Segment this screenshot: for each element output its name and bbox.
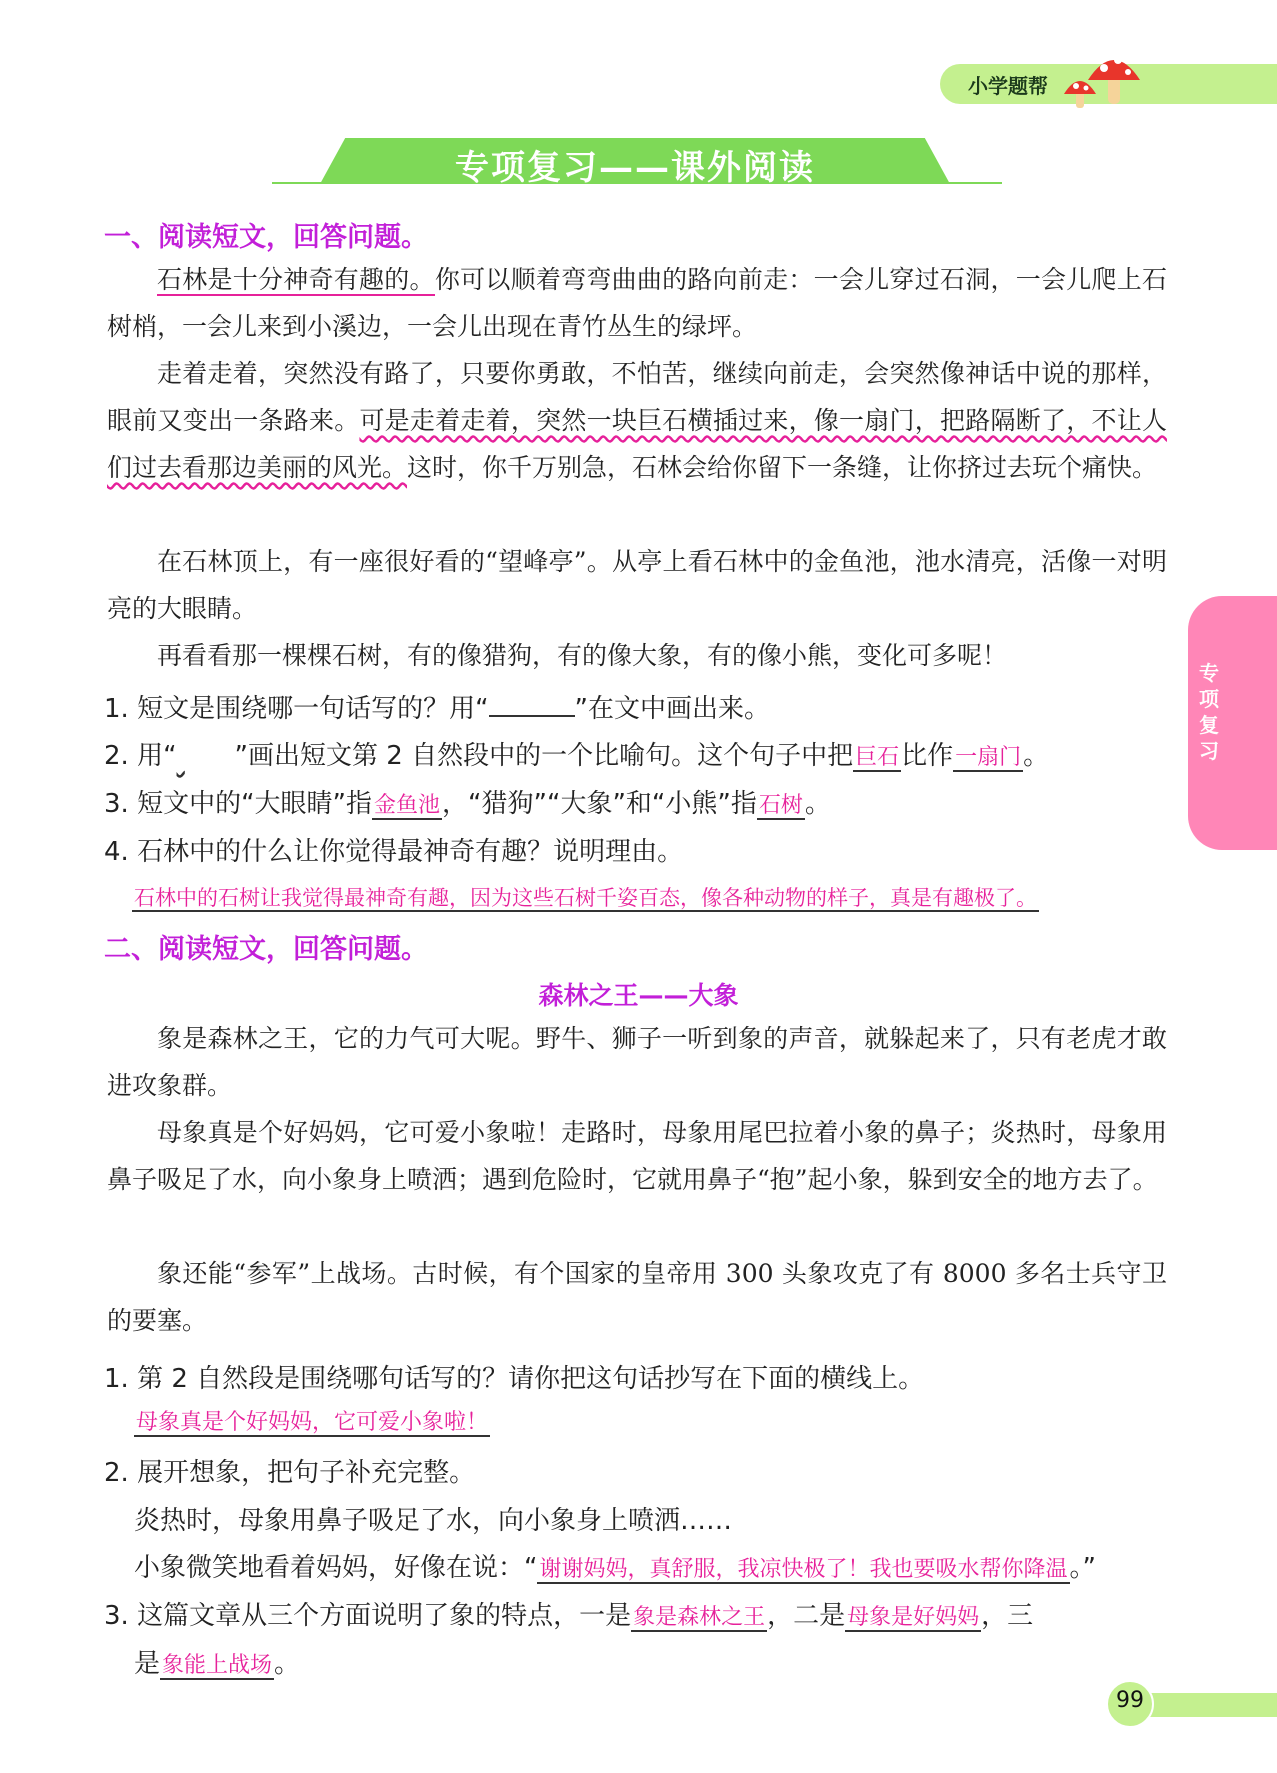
paragraph: 再看看那一棵棵石树，有的像猎狗，有的像大象，有的像小熊，变化可多呢！ xyxy=(157,641,1008,670)
paragraph: 母象真是个好妈妈，它可爱小象啦！走路时，母象用尾巴拉着小象的鼻子；炎热时，母象用鼻子吸足了水，向小象身上喷洒；遇到危险时，它就用鼻子“抱”起小象，躲到安全的地方去了。 xyxy=(107,1118,1167,1194)
answer-line xyxy=(134,1405,490,1436)
question-text: ，“猎狗”“大象”和“小熊”指 xyxy=(442,789,757,819)
paragraph xyxy=(107,256,1167,350)
answer: 一扇门 xyxy=(955,745,1022,770)
question-text: 3. 短文中的“大眼睛”指 xyxy=(104,789,373,819)
wavy-sample xyxy=(177,741,235,763)
question-3 xyxy=(104,783,831,820)
mushroom-icon xyxy=(1060,44,1150,114)
question-2 xyxy=(104,735,1049,772)
question-text: ”在文中画出来。 xyxy=(574,694,771,724)
question-4: 4. 石林中的什么让你觉得最神奇有趣？说明理由。 xyxy=(104,837,684,867)
answer: 石树 xyxy=(758,793,803,818)
paragraph: 象还能“参军”上战场。古时候，有个国家的皇帝用 300 头象攻克了有 8000 多名士兵守卫的要塞。 xyxy=(107,1259,1167,1335)
question-text: 。 xyxy=(1023,741,1050,771)
paragraph: 象是森林之王，它的力气可大呢。野牛、狮子一听到象的声音，就躲起来了，只有老虎才敢进攻象群。 xyxy=(107,1024,1167,1100)
paragraph-text: 走着走着，突然没有路了，只要你勇敢，不怕苦，继续向前走，会突然像神话中说的那样，眼前又变出一条路来。 xyxy=(107,359,1167,435)
paragraph-text: 这时，你千万别急，石林会给你留下一条缝，让你挤过去玩个痛快。 xyxy=(407,453,1158,482)
answer: 石林中的石树让我觉得最神奇有趣，因为这些石树千姿百态，像各种动物的样子，真是有趣极了。 xyxy=(134,886,1037,910)
question-text: 。” xyxy=(1069,1553,1096,1583)
question-2: 2. 展开想象，把句子补充完整。 xyxy=(104,1458,476,1488)
answer: 母象真是个好妈妈，它可爱小象啦！ xyxy=(136,1410,489,1435)
answer: 象是森林之王 xyxy=(633,1605,766,1630)
question-text: 3. 这篇文章从三个方面说明了象的特点，一是 xyxy=(104,1601,632,1631)
question-text: ，三 xyxy=(981,1601,1034,1631)
question-line: 炎热时，母象用鼻子吸足了水，向小象身上喷洒…… xyxy=(134,1506,733,1536)
question-text: 小象微笑地看着妈妈，好像在说：“ xyxy=(134,1553,538,1583)
answer: 母象是好妈妈 xyxy=(847,1605,980,1630)
answer: 巨石 xyxy=(855,745,900,770)
simile-sentence: 可是走着走着，突然一块巨石横插过来，像一扇门，把路隔断了，不让人们过去看那边美丽的风光。 xyxy=(107,406,1167,482)
answer: 象能上战场 xyxy=(162,1653,273,1678)
page-number: 99 xyxy=(1116,1688,1144,1713)
section-heading-1: 一、阅读短文，回答问题。 xyxy=(104,222,428,253)
question-1: 1. 第 2 自然段是围绕哪句话写的？请你把这句话抄写在下面的横线上。 xyxy=(104,1364,925,1394)
answer: 谢谢妈妈，真舒服，我凉快极了！我也要吸水帮你降温 xyxy=(539,1557,1068,1582)
question-3 xyxy=(104,1595,1033,1632)
key-sentence: 石林是十分神奇有趣的。 xyxy=(157,265,435,294)
question-text: ，二是 xyxy=(767,1601,846,1631)
question-text: 。 xyxy=(274,1649,301,1679)
section-heading-2: 二、阅读短文，回答问题。 xyxy=(104,934,428,965)
side-tab-label: 专 项 复 习 xyxy=(1199,661,1219,763)
answer-line xyxy=(132,882,1039,912)
underline-sample xyxy=(489,695,575,717)
question-line xyxy=(134,1547,1096,1584)
question-text: ”画出短文第 2 自然段中的一个比喻句。这个句子中把 xyxy=(234,741,854,771)
article-title: 森林之王——大象 xyxy=(538,981,739,1010)
paragraph xyxy=(107,350,1167,491)
question-3-cont xyxy=(134,1643,300,1680)
paragraph: 在石林顶上，有一座很好看的“望峰亭”。从亭上看石林中的金鱼池，池水清亮，活像一对明亮的大眼睛。 xyxy=(107,547,1167,623)
question-text: 。 xyxy=(804,789,831,819)
brand-text: 小学题帮 xyxy=(968,74,1048,98)
question-text: 1. 短文是围绕哪一句话写的？用“ xyxy=(104,694,489,724)
page-title: 专项复习——课外阅读 xyxy=(455,148,815,188)
question-1 xyxy=(104,688,770,725)
answer: 金鱼池 xyxy=(374,793,441,818)
paragraph-text: 你可以顺着弯弯曲曲的路向前走：一会儿穿过石洞，一会儿爬上石树梢，一会儿来到小溪边，一会儿出现在青竹丛生的绿坪。 xyxy=(107,265,1167,341)
question-text: 2. 用“ xyxy=(104,741,177,771)
question-text: 是 xyxy=(134,1649,161,1679)
question-text: 比作 xyxy=(901,741,954,771)
